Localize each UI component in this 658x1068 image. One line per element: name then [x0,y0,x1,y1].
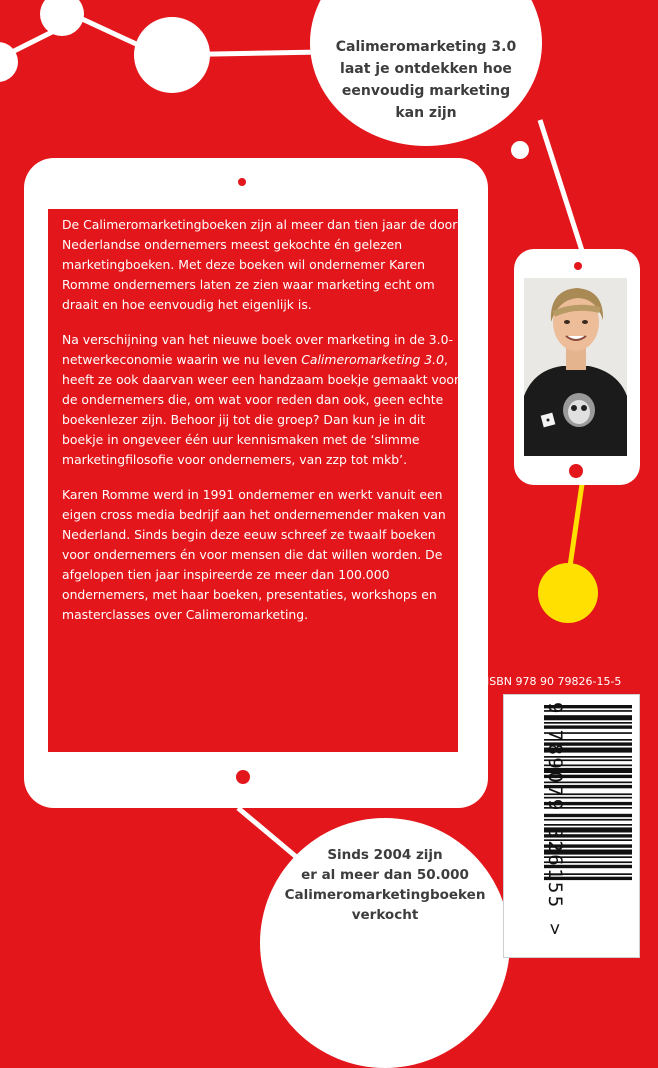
blurb-paragraph-1: De Calimeromarketingboeken zijn al meer dan tien jaar de door Nederlandse ondernemers meest gekochte én gelezen marketingboeken. Met deze boeken wil ondernemer Karen Romme ondernemers laten ze zien waar marketing echt om draait en hoe eenvoudig het eigenlijk is. [62,217,458,312]
top-quote-bubble [310,0,542,146]
barcode-digits: 9 789079 826155 > [544,702,566,938]
top-bubble-line: laat je ontdekken hoe [340,60,512,77]
top-bubble-line: kan zijn [395,105,457,122]
top-bubble-line: eenvoudig marketing [341,83,511,99]
blurb-paragraph-2 [62,330,462,470]
bottom-bubble-text [285,845,486,926]
bottom-bubble-line: Calimeromarketingboeken [284,887,486,903]
tablet-home-button [236,770,250,784]
node-circle-top-middle [134,17,210,93]
bottom-bubble-line: er al meer dan 50.000 [301,866,469,883]
phone-home-button [569,464,583,478]
bottom-quote-bubble [260,818,510,1068]
barcode-bars [504,695,639,957]
author-portrait-icon [524,278,627,456]
isbn-label: ISBN 978 90 79826-15-5 [486,675,622,688]
author-portrait-drawing [524,278,627,456]
node-circle-top-left [40,0,84,36]
phone-speaker-dot [574,262,582,270]
tablet-camera-dot [238,178,246,186]
book-title-emphasis: Calimeromarketing 3.0 [301,352,444,367]
yellow-node-circle [538,563,598,623]
connector-line-to-phone [540,120,585,260]
blurb-paragraph-3: Karen Romme werd in 1991 ondernemer en werkt vanuit een eigen cross media bedrijf aan het ondernemender maken van Nederland. Sinds begin deze eeuw schreef ze twaalf boeken voor ondernemers én voor mensen die dat willen worden. De afgelopen tien jaar inspireerde ze meer dan 100.000 ondernemers, met haar boeken, presentaties, workshops en masterclasses over Calimeromarketing. [62,487,446,622]
top-bubble-line: Calimeromarketing 3.0 [335,38,517,55]
blurb-text: , heeft ze ook daarvan weer een handzaam boekje gemaakt voor de ondernemers die, om wat voor reden dan ook, geen echte boekenlezer zijn. Behoor jij tot die groep? Dan kun je in dit boekje in ongeveer één uur kennismaken met de ‘slimme marketingfilosofie voor ondernemers, van zzp tot mkb’. [62,352,460,467]
isbn-barcode [503,694,640,958]
back-cover-blurb [62,215,462,640]
blurb-text: Na verschijning van het nieuwe boek over marketing in de 3.0-netwerkeconomie waarin we nu leven [62,332,453,367]
node-dot-right [511,141,529,159]
bottom-bubble-line: verkocht [351,907,419,924]
bottom-bubble-line: Sinds 2004 zijn [327,846,443,863]
top-bubble-text [336,36,516,124]
